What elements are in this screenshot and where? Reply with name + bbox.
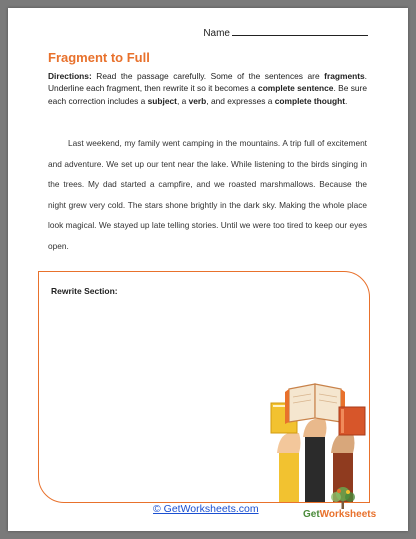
directions-keyword: fragments <box>324 71 365 81</box>
worksheet-title: Fragment to Full <box>48 50 150 65</box>
reading-passage: Last weekend, my family went camping in the mountains. A trip full of excitement and adventure. We set up our tent near the lake. While listening to the birds singing in the trees. My dad started a campfire, and we roasted marshmallows. Because the night grew very cold. The stars shone brightly in the dark sky. Making the whole place look magical. We stayed up late telling stories. Until we were too tired to keep our eyes open. <box>48 138 367 251</box>
name-blank-line[interactable] <box>232 26 368 36</box>
name-field[interactable] <box>203 26 368 39</box>
directions-part: , and expresses a <box>206 95 275 106</box>
rewrite-section[interactable] <box>38 271 370 503</box>
directions-text <box>48 70 367 107</box>
name-label: Name <box>203 28 230 39</box>
footer-copyright-link[interactable]: © GetWorksheets.com <box>153 503 259 515</box>
worksheet-page <box>8 8 408 531</box>
directions-keyword: subject <box>147 95 177 106</box>
directions-keyword: verb <box>188 95 207 106</box>
rewrite-label: Rewrite Section: <box>51 286 118 296</box>
hands-holding-books-icon <box>269 377 369 502</box>
directions-part: . Be sure each correction includes a <box>48 83 367 106</box>
directions-part: . <box>345 95 348 106</box>
tree-logo-icon <box>323 486 363 510</box>
directions-keyword: complete thought <box>274 95 345 106</box>
directions-part: Read the passage carefully. Some of the sentences are <box>91 71 325 81</box>
directions-keyword: complete sentence <box>258 83 334 94</box>
directions-part: , a <box>176 95 189 106</box>
logo-text-part2: Worksheets <box>319 509 377 520</box>
logo-text-part1: Get <box>303 509 320 520</box>
directions-part: . Underline each fragment, then rewrite it so it becomes a <box>48 71 367 94</box>
directions-lead: Directions: <box>48 71 92 81</box>
getworksheets-logo <box>303 486 383 526</box>
logo-wordmark <box>303 509 376 520</box>
